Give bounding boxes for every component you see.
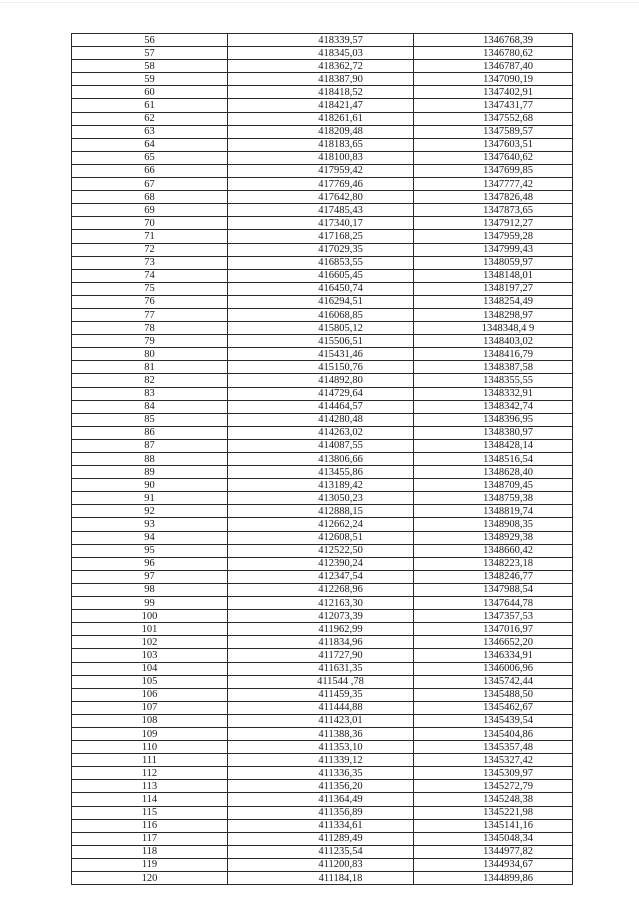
x-coordinate-cell: 413189,42 — [228, 479, 414, 492]
y-coordinate-cell: 1347431,77 — [414, 99, 573, 112]
point-number-cell: 75 — [72, 282, 228, 295]
table-row — [72, 348, 573, 361]
point-number-cell: 87 — [72, 439, 228, 452]
point-number-cell: 93 — [72, 518, 228, 531]
y-coordinate-cell: 1347090,19 — [414, 73, 573, 86]
y-coordinate-cell: 1348380,97 — [414, 426, 573, 439]
point-number-cell: 64 — [72, 138, 228, 151]
table-row — [72, 518, 573, 531]
table-row — [72, 610, 573, 623]
table-row — [72, 623, 573, 636]
y-coordinate-cell: 1347912,27 — [414, 217, 573, 230]
x-coordinate-cell: 417485,43 — [228, 204, 414, 217]
x-coordinate-cell: 411459,35 — [228, 688, 414, 701]
y-coordinate-cell: 1347589,57 — [414, 125, 573, 138]
point-number-cell: 82 — [72, 374, 228, 387]
x-coordinate-cell: 411631,35 — [228, 662, 414, 675]
table-row — [72, 322, 573, 335]
point-number-cell: 60 — [72, 86, 228, 99]
table-row — [72, 754, 573, 767]
table-row — [72, 727, 573, 740]
table-row — [72, 217, 573, 230]
y-coordinate-cell: 1348148,01 — [414, 269, 573, 282]
y-coordinate-cell: 1345221,98 — [414, 806, 573, 819]
table-row — [72, 819, 573, 832]
y-coordinate-cell: 1348516,54 — [414, 453, 573, 466]
point-number-cell: 95 — [72, 544, 228, 557]
table-row — [72, 806, 573, 819]
x-coordinate-cell: 412163,30 — [228, 597, 414, 610]
y-coordinate-cell: 1347999,43 — [414, 243, 573, 256]
y-coordinate-cell: 1348908,35 — [414, 518, 573, 531]
point-number-cell: 107 — [72, 701, 228, 714]
x-coordinate-cell: 412073,39 — [228, 610, 414, 623]
point-number-cell: 56 — [72, 34, 228, 47]
point-number-cell: 111 — [72, 754, 228, 767]
point-number-cell: 65 — [72, 151, 228, 164]
point-number-cell: 61 — [72, 99, 228, 112]
y-coordinate-cell: 1347826,48 — [414, 191, 573, 204]
x-coordinate-cell: 414729,64 — [228, 387, 414, 400]
x-coordinate-cell: 411364,49 — [228, 793, 414, 806]
x-coordinate-cell: 411423,01 — [228, 714, 414, 727]
table-row — [72, 99, 573, 112]
table-row — [72, 125, 573, 138]
coordinates-table — [71, 33, 573, 885]
x-coordinate-cell: 415506,51 — [228, 335, 414, 348]
y-coordinate-cell: 1346334,91 — [414, 649, 573, 662]
point-number-cell: 77 — [72, 308, 228, 321]
y-coordinate-cell: 1347357,53 — [414, 610, 573, 623]
x-coordinate-cell: 411235,54 — [228, 845, 414, 858]
table-row — [72, 86, 573, 99]
point-number-cell: 88 — [72, 453, 228, 466]
table-row — [72, 112, 573, 125]
table-row — [72, 531, 573, 544]
point-number-cell: 80 — [72, 348, 228, 361]
y-coordinate-cell: 1347959,28 — [414, 230, 573, 243]
y-coordinate-cell: 1348929,38 — [414, 531, 573, 544]
table-row — [72, 649, 573, 662]
x-coordinate-cell: 411962,99 — [228, 623, 414, 636]
x-coordinate-cell: 414280,48 — [228, 413, 414, 426]
x-coordinate-cell: 413455,86 — [228, 466, 414, 479]
table-row — [72, 675, 573, 688]
x-coordinate-cell: 411289,49 — [228, 832, 414, 845]
point-number-cell: 85 — [72, 413, 228, 426]
x-coordinate-cell: 417168,25 — [228, 230, 414, 243]
x-coordinate-cell: 414263,02 — [228, 426, 414, 439]
x-coordinate-cell: 411356,20 — [228, 780, 414, 793]
table-row — [72, 832, 573, 845]
point-number-cell: 73 — [72, 256, 228, 269]
table-row — [72, 164, 573, 177]
point-number-cell: 72 — [72, 243, 228, 256]
y-coordinate-cell: 1345462,67 — [414, 701, 573, 714]
point-number-cell: 78 — [72, 322, 228, 335]
y-coordinate-cell: 1344899,86 — [414, 872, 573, 885]
x-coordinate-cell: 414087,55 — [228, 439, 414, 452]
y-coordinate-cell: 1347402,91 — [414, 86, 573, 99]
x-coordinate-cell: 416605,45 — [228, 269, 414, 282]
x-coordinate-cell: 418261,61 — [228, 112, 414, 125]
table-row — [72, 269, 573, 282]
point-number-cell: 98 — [72, 583, 228, 596]
y-coordinate-cell: 1348396,95 — [414, 413, 573, 426]
table-row — [72, 505, 573, 518]
y-coordinate-cell: 1346652,20 — [414, 636, 573, 649]
x-coordinate-cell: 412390,24 — [228, 557, 414, 570]
table-row — [72, 308, 573, 321]
table-row — [72, 636, 573, 649]
table-row — [72, 256, 573, 269]
x-coordinate-cell: 416450,74 — [228, 282, 414, 295]
table-row — [72, 413, 573, 426]
point-number-cell: 83 — [72, 387, 228, 400]
x-coordinate-cell: 411200,83 — [228, 858, 414, 871]
y-coordinate-cell: 1346768,39 — [414, 34, 573, 47]
point-number-cell: 57 — [72, 47, 228, 60]
y-coordinate-cell: 1348059,97 — [414, 256, 573, 269]
table-row — [72, 151, 573, 164]
table-row — [72, 780, 573, 793]
x-coordinate-cell: 418339,57 — [228, 34, 414, 47]
y-coordinate-cell: 1347988,54 — [414, 583, 573, 596]
y-coordinate-cell: 1348403,02 — [414, 335, 573, 348]
x-coordinate-cell: 412347,54 — [228, 570, 414, 583]
y-coordinate-cell: 1347777,42 — [414, 178, 573, 191]
x-coordinate-cell: 412662,24 — [228, 518, 414, 531]
table-row — [72, 479, 573, 492]
table-row — [72, 282, 573, 295]
point-number-cell: 101 — [72, 623, 228, 636]
point-number-cell: 106 — [72, 688, 228, 701]
x-coordinate-cell: 418209,48 — [228, 125, 414, 138]
point-number-cell: 79 — [72, 335, 228, 348]
table-row — [72, 845, 573, 858]
y-coordinate-cell: 1345357,48 — [414, 741, 573, 754]
point-number-cell: 66 — [72, 164, 228, 177]
x-coordinate-cell: 415150,76 — [228, 361, 414, 374]
y-coordinate-cell: 1347552,68 — [414, 112, 573, 125]
table-row — [72, 492, 573, 505]
point-number-cell: 112 — [72, 767, 228, 780]
point-number-cell: 90 — [72, 479, 228, 492]
x-coordinate-cell: 411353,10 — [228, 741, 414, 754]
y-coordinate-cell: 1345488,50 — [414, 688, 573, 701]
table-row — [72, 191, 573, 204]
point-number-cell: 117 — [72, 832, 228, 845]
y-coordinate-cell: 1347016,97 — [414, 623, 573, 636]
x-coordinate-cell: 411727,90 — [228, 649, 414, 662]
y-coordinate-cell: 1345742,44 — [414, 675, 573, 688]
y-coordinate-cell: 1345439,54 — [414, 714, 573, 727]
y-coordinate-cell: 1347640,62 — [414, 151, 573, 164]
table-row — [72, 597, 573, 610]
table-row — [72, 793, 573, 806]
y-coordinate-cell: 1348819,74 — [414, 505, 573, 518]
x-coordinate-cell: 418183,65 — [228, 138, 414, 151]
point-number-cell: 100 — [72, 610, 228, 623]
x-coordinate-cell: 416294,51 — [228, 295, 414, 308]
x-coordinate-cell: 417769,46 — [228, 178, 414, 191]
x-coordinate-cell: 411388,36 — [228, 727, 414, 740]
y-coordinate-cell: 1345272,79 — [414, 780, 573, 793]
x-coordinate-cell: 417642,80 — [228, 191, 414, 204]
point-number-cell: 67 — [72, 178, 228, 191]
x-coordinate-cell: 416068,85 — [228, 308, 414, 321]
table-row — [72, 47, 573, 60]
point-number-cell: 105 — [72, 675, 228, 688]
y-coordinate-cell: 1347644,78 — [414, 597, 573, 610]
x-coordinate-cell: 411444,88 — [228, 701, 414, 714]
y-coordinate-cell: 1348759,38 — [414, 492, 573, 505]
point-number-cell: 113 — [72, 780, 228, 793]
point-number-cell: 94 — [72, 531, 228, 544]
table-row — [72, 178, 573, 191]
table-row — [72, 60, 573, 73]
table-row — [72, 374, 573, 387]
table-row — [72, 688, 573, 701]
point-number-cell: 76 — [72, 295, 228, 308]
point-number-cell: 89 — [72, 466, 228, 479]
table-row — [72, 439, 573, 452]
x-coordinate-cell: 411834,96 — [228, 636, 414, 649]
y-coordinate-cell: 1348348,4 9 — [414, 322, 573, 335]
point-number-cell: 91 — [72, 492, 228, 505]
y-coordinate-cell: 1348197,27 — [414, 282, 573, 295]
x-coordinate-cell: 415431,46 — [228, 348, 414, 361]
point-number-cell: 74 — [72, 269, 228, 282]
point-number-cell: 70 — [72, 217, 228, 230]
point-number-cell: 71 — [72, 230, 228, 243]
table-row — [72, 453, 573, 466]
y-coordinate-cell: 1348254,49 — [414, 295, 573, 308]
point-number-cell: 116 — [72, 819, 228, 832]
x-coordinate-cell: 418345,03 — [228, 47, 414, 60]
x-coordinate-cell: 413050,23 — [228, 492, 414, 505]
x-coordinate-cell: 411339,12 — [228, 754, 414, 767]
point-number-cell: 99 — [72, 597, 228, 610]
point-number-cell: 62 — [72, 112, 228, 125]
table-row — [72, 34, 573, 47]
table-row — [72, 583, 573, 596]
y-coordinate-cell: 1346006,96 — [414, 662, 573, 675]
y-coordinate-cell: 1345141,16 — [414, 819, 573, 832]
x-coordinate-cell: 411336,35 — [228, 767, 414, 780]
point-number-cell: 84 — [72, 400, 228, 413]
point-number-cell: 96 — [72, 557, 228, 570]
x-coordinate-cell: 411544 ,78 — [228, 675, 414, 688]
table-row — [72, 544, 573, 557]
y-coordinate-cell: 1346787,40 — [414, 60, 573, 73]
point-number-cell: 104 — [72, 662, 228, 675]
x-coordinate-cell: 412268,96 — [228, 583, 414, 596]
y-coordinate-cell: 1348342,74 — [414, 400, 573, 413]
table-row — [72, 335, 573, 348]
x-coordinate-cell: 411184,18 — [228, 872, 414, 885]
x-coordinate-cell: 417340,17 — [228, 217, 414, 230]
x-coordinate-cell: 418362,72 — [228, 60, 414, 73]
x-coordinate-cell: 418387,90 — [228, 73, 414, 86]
y-coordinate-cell: 1345404,86 — [414, 727, 573, 740]
table-row — [72, 387, 573, 400]
y-coordinate-cell: 1344977,82 — [414, 845, 573, 858]
table-row — [72, 872, 573, 885]
y-coordinate-cell: 1348660,42 — [414, 544, 573, 557]
table-row — [72, 767, 573, 780]
point-number-cell: 108 — [72, 714, 228, 727]
point-number-cell: 68 — [72, 191, 228, 204]
point-number-cell: 114 — [72, 793, 228, 806]
x-coordinate-cell: 417959,42 — [228, 164, 414, 177]
point-number-cell: 118 — [72, 845, 228, 858]
table-row — [72, 426, 573, 439]
point-number-cell: 110 — [72, 741, 228, 754]
point-number-cell: 92 — [72, 505, 228, 518]
x-coordinate-cell: 411356,89 — [228, 806, 414, 819]
table-row — [72, 714, 573, 727]
x-coordinate-cell: 417029,35 — [228, 243, 414, 256]
y-coordinate-cell: 1348355,55 — [414, 374, 573, 387]
table-row — [72, 858, 573, 871]
point-number-cell: 102 — [72, 636, 228, 649]
table-row — [72, 741, 573, 754]
table-row — [72, 662, 573, 675]
y-coordinate-cell: 1348223,18 — [414, 557, 573, 570]
table-row — [72, 400, 573, 413]
y-coordinate-cell: 1345248,38 — [414, 793, 573, 806]
x-coordinate-cell: 418100,83 — [228, 151, 414, 164]
y-coordinate-cell: 1347699,85 — [414, 164, 573, 177]
table-row — [72, 361, 573, 374]
x-coordinate-cell: 412522,50 — [228, 544, 414, 557]
point-number-cell: 97 — [72, 570, 228, 583]
point-number-cell: 69 — [72, 204, 228, 217]
y-coordinate-cell: 1345048,34 — [414, 832, 573, 845]
x-coordinate-cell: 418418,52 — [228, 86, 414, 99]
y-coordinate-cell: 1347873,65 — [414, 204, 573, 217]
table-row — [72, 570, 573, 583]
point-number-cell: 115 — [72, 806, 228, 819]
y-coordinate-cell: 1346780,62 — [414, 47, 573, 60]
table-row — [72, 243, 573, 256]
x-coordinate-cell: 412608,51 — [228, 531, 414, 544]
y-coordinate-cell: 1348428,14 — [414, 439, 573, 452]
y-coordinate-cell: 1348416,79 — [414, 348, 573, 361]
y-coordinate-cell: 1348709,45 — [414, 479, 573, 492]
y-coordinate-cell: 1348246,77 — [414, 570, 573, 583]
table-row — [72, 204, 573, 217]
page-top-edge — [0, 2, 639, 3]
y-coordinate-cell: 1345327,42 — [414, 754, 573, 767]
y-coordinate-cell: 1345309,97 — [414, 767, 573, 780]
point-number-cell: 59 — [72, 73, 228, 86]
x-coordinate-cell: 416853,55 — [228, 256, 414, 269]
table-row — [72, 295, 573, 308]
x-coordinate-cell: 415805,12 — [228, 322, 414, 335]
point-number-cell: 119 — [72, 858, 228, 871]
x-coordinate-cell: 411334,61 — [228, 819, 414, 832]
table-row — [72, 138, 573, 151]
point-number-cell: 109 — [72, 727, 228, 740]
x-coordinate-cell: 414892,80 — [228, 374, 414, 387]
table-row — [72, 466, 573, 479]
y-coordinate-cell: 1348332,91 — [414, 387, 573, 400]
point-number-cell: 120 — [72, 872, 228, 885]
table-row — [72, 557, 573, 570]
x-coordinate-cell: 413806,66 — [228, 453, 414, 466]
y-coordinate-cell: 1348628,40 — [414, 466, 573, 479]
y-coordinate-cell: 1348298,97 — [414, 308, 573, 321]
point-number-cell: 81 — [72, 361, 228, 374]
x-coordinate-cell: 414464,57 — [228, 400, 414, 413]
x-coordinate-cell: 418421,47 — [228, 99, 414, 112]
coordinates-table-body — [72, 34, 573, 885]
table-row — [72, 230, 573, 243]
point-number-cell: 103 — [72, 649, 228, 662]
x-coordinate-cell: 412888,15 — [228, 505, 414, 518]
y-coordinate-cell: 1344934,67 — [414, 858, 573, 871]
table-row — [72, 701, 573, 714]
point-number-cell: 58 — [72, 60, 228, 73]
table-row — [72, 73, 573, 86]
y-coordinate-cell: 1347603,51 — [414, 138, 573, 151]
point-number-cell: 63 — [72, 125, 228, 138]
y-coordinate-cell: 1348387,58 — [414, 361, 573, 374]
point-number-cell: 86 — [72, 426, 228, 439]
